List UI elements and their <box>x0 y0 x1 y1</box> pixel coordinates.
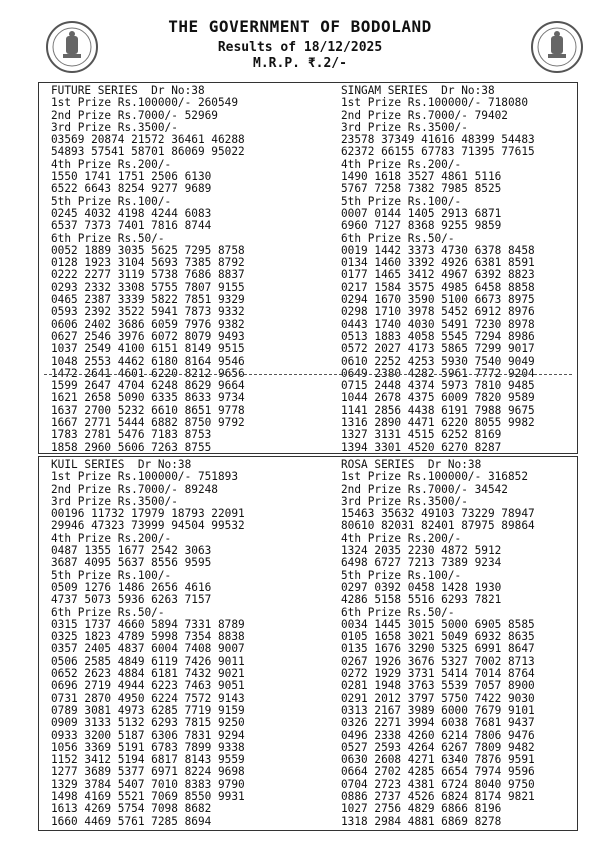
fifth-prize-label: 5th Prize Rs.100/- <box>341 194 462 208</box>
sixth-prize-numbers: 0572 2027 4173 5865 7299 9017 <box>341 342 535 356</box>
sixth-prize-numbers: 0313 2167 3989 6000 7679 9101 <box>341 703 535 717</box>
future-series-block <box>51 85 245 454</box>
sixth-prize-numbers: 0315 1737 4660 5894 7331 8789 <box>51 617 245 631</box>
sixth-prize-numbers: 0443 1740 4030 5491 7230 8978 <box>341 317 535 331</box>
government-seal-icon <box>530 20 584 74</box>
sixth-prize-numbers: 0715 2448 4374 5973 7810 9485 <box>341 379 535 393</box>
fourth-prize-numbers: 0487 1355 1677 2542 3063 <box>51 544 212 558</box>
sixth-prize-numbers: 0664 2702 4285 6654 7974 9596 <box>341 765 535 779</box>
sixth-prize-numbers: 1498 4169 5521 7069 8550 9931 <box>51 790 245 804</box>
sixth-prize-numbers: 1318 2984 4881 6869 8278 <box>341 814 502 828</box>
fourth-prize-label: 4th Prize Rs.200/- <box>51 531 172 545</box>
sixth-prize-numbers: 0222 2277 3119 5738 7686 8837 <box>51 268 245 282</box>
sixth-prize-numbers: 1327 3131 4515 6252 8169 <box>341 428 502 442</box>
rosa-series-block <box>341 459 535 828</box>
sixth-prize-numbers: 0326 2271 3994 6038 7681 9437 <box>341 716 535 730</box>
first-prize: 1st Prize Rs.100000/- 316852 <box>341 470 529 484</box>
fourth-prize-label: 4th Prize Rs.200/- <box>341 531 462 545</box>
first-prize: 1st Prize Rs.100000/- 718080 <box>341 96 529 110</box>
fourth-prize-numbers: 5767 7258 7382 7985 8525 <box>341 182 502 196</box>
sixth-prize-numbers: 0272 1929 3731 5414 7014 8764 <box>341 667 535 681</box>
fourth-prize-numbers: 6498 6727 7213 7389 9234 <box>341 556 502 570</box>
page-title: THE GOVERNMENT OF BODOLAND <box>168 17 432 36</box>
sixth-prize-numbers: 1277 3689 5377 6971 8224 9698 <box>51 765 245 779</box>
sixth-prize-numbers: 1637 2700 5232 6610 8651 9778 <box>51 403 245 417</box>
third-prize-numbers: 03569 20874 21572 36461 46288 <box>51 133 245 147</box>
sixth-prize-numbers: 0128 1923 3104 5693 7385 8792 <box>51 256 245 270</box>
sixth-prize-numbers: 0177 1465 3412 4967 6392 8823 <box>341 268 535 282</box>
fifth-prize-numbers: 4286 5158 5516 6293 7821 <box>341 593 502 607</box>
sixth-prize-numbers: 0357 2405 4837 6004 7408 9007 <box>51 642 245 656</box>
first-prize: 1st Prize Rs.100000/- 751893 <box>51 470 239 484</box>
third-prize-numbers: 15463 35632 49103 73229 78947 <box>341 507 535 521</box>
third-prize-numbers: 00196 11732 17979 18793 22091 <box>51 507 245 521</box>
fifth-prize-numbers: 6537 7373 7401 7816 8744 <box>51 219 212 233</box>
sixth-prize-numbers: 0513 1883 4058 5545 7294 8986 <box>341 329 535 343</box>
section-divider <box>44 374 572 375</box>
third-prize-label: 3rd Prize Rs.3500/- <box>341 120 468 134</box>
series-title: FUTURE SERIES Dr No:38 <box>51 84 205 97</box>
kuil-series-block <box>51 459 245 828</box>
sixth-prize-numbers: 1394 3301 4520 6270 8287 <box>341 440 502 454</box>
sixth-prize-numbers: 1056 3369 5191 6783 7899 9338 <box>51 740 245 754</box>
sixth-prize-label: 6th Prize Rs.50/- <box>341 231 455 245</box>
sixth-prize-numbers: 1329 3784 5407 7010 8383 9790 <box>51 777 245 791</box>
sixth-prize-numbers: 0325 1823 4789 5998 7354 8838 <box>51 630 245 644</box>
results-panel-bottom <box>38 456 578 831</box>
sixth-prize-numbers: 0704 2723 4381 6724 8040 9750 <box>341 777 535 791</box>
third-prize-label: 3rd Prize Rs.3500/- <box>341 494 468 508</box>
sixth-prize-numbers: 0649 2380 4282 5961 7772 9204 <box>341 366 535 380</box>
sixth-prize-numbers: 1472 2641 4601 6220 8212 9656 <box>51 366 245 380</box>
sixth-prize-numbers: 0527 2593 4264 6267 7809 9482 <box>341 740 535 754</box>
results-panel-top <box>38 82 578 454</box>
sixth-prize-numbers: 0593 2392 3522 5941 7873 9332 <box>51 305 245 319</box>
fifth-prize-numbers: 6960 7127 8368 9255 9859 <box>341 219 502 233</box>
second-prize: 2nd Prize Rs.7000/- 89248 <box>51 482 218 496</box>
sixth-prize-numbers: 0731 2870 4950 6224 7572 9143 <box>51 691 245 705</box>
third-prize-label: 3rd Prize Rs.3500/- <box>51 120 178 134</box>
sixth-prize-numbers: 0293 2332 3308 5755 7807 9155 <box>51 280 245 294</box>
fourth-prize-numbers: 1324 2035 2230 4872 5912 <box>341 544 502 558</box>
series-title: KUIL SERIES Dr No:38 <box>51 458 192 471</box>
sixth-prize-numbers: 0933 3200 5187 6306 7831 9294 <box>51 728 245 742</box>
sixth-prize-numbers: 1027 2756 4829 6866 8196 <box>341 802 502 816</box>
results-date: Results of 18/12/2025 <box>217 40 383 55</box>
fifth-prize-label: 5th Prize Rs.100/- <box>51 194 172 208</box>
sixth-prize-numbers: 0294 1670 3590 5100 6673 8975 <box>341 293 535 307</box>
fifth-prize-label: 5th Prize Rs.100/- <box>51 568 172 582</box>
sixth-prize-numbers: 0052 1889 3035 5625 7295 8758 <box>51 243 245 257</box>
sixth-prize-numbers: 1316 2890 4471 6220 8055 9982 <box>341 416 535 430</box>
fifth-prize-label: 5th Prize Rs.100/- <box>341 568 462 582</box>
fifth-prize-numbers: 0007 0144 1405 2913 6871 <box>341 206 502 220</box>
first-prize: 1st Prize Rs.100000/- 260549 <box>51 96 239 110</box>
sixth-prize-numbers: 0630 2608 4271 6340 7876 9591 <box>341 753 535 767</box>
sixth-prize-numbers: 0134 1460 3392 4926 6381 8591 <box>341 256 535 270</box>
mrp-price: M.R.P. ₹.2/- <box>253 56 347 71</box>
sixth-prize-numbers: 0652 2623 4884 6181 7432 9021 <box>51 667 245 681</box>
sixth-prize-numbers: 1044 2678 4375 6009 7820 9589 <box>341 391 535 405</box>
sixth-prize-numbers: 1037 2549 4100 6151 8149 9515 <box>51 342 245 356</box>
sixth-prize-numbers: 1141 2856 4438 6191 7988 9675 <box>341 403 535 417</box>
fourth-prize-numbers: 1490 1618 3527 4861 5116 <box>341 170 502 184</box>
second-prize: 2nd Prize Rs.7000/- 52969 <box>51 108 218 122</box>
fourth-prize-numbers: 3687 4095 5637 8556 9595 <box>51 556 212 570</box>
third-prize-numbers: 62372 66155 67783 71395 77615 <box>341 145 535 159</box>
sixth-prize-numbers: 0886 2737 4526 6824 8174 9821 <box>341 790 535 804</box>
third-prize-numbers: 23578 37349 41616 48399 54483 <box>341 133 535 147</box>
series-title: ROSA SERIES Dr No:38 <box>341 458 482 471</box>
sixth-prize-numbers: 0506 2585 4849 6119 7426 9011 <box>51 654 245 668</box>
sixth-prize-numbers: 1858 2960 5606 7263 8755 <box>51 440 212 454</box>
sixth-prize-numbers: 0465 2387 3339 5822 7851 9329 <box>51 293 245 307</box>
sixth-prize-numbers: 0696 2719 4944 6223 7463 9051 <box>51 679 245 693</box>
fourth-prize-numbers: 6522 6643 8254 9277 9689 <box>51 182 212 196</box>
sixth-prize-numbers: 1783 2781 5476 7183 8753 <box>51 428 212 442</box>
series-title: SINGAM SERIES Dr No:38 <box>341 84 495 97</box>
sixth-prize-numbers: 0291 2012 3797 5750 7422 9030 <box>341 691 535 705</box>
sixth-prize-numbers: 0105 1658 3021 5049 6932 8635 <box>341 630 535 644</box>
fifth-prize-numbers: 0297 0392 0458 1428 1930 <box>341 580 502 594</box>
sixth-prize-numbers: 1152 3412 5194 6817 8143 9559 <box>51 753 245 767</box>
fourth-prize-label: 4th Prize Rs.200/- <box>341 157 462 171</box>
sixth-prize-numbers: 0909 3133 5132 6293 7815 9250 <box>51 716 245 730</box>
sixth-prize-numbers: 0217 1584 3575 4985 6458 8858 <box>341 280 535 294</box>
sixth-prize-numbers: 0496 2338 4260 6214 7806 9476 <box>341 728 535 742</box>
sixth-prize-numbers: 1667 2771 5444 6882 8750 9792 <box>51 416 245 430</box>
sixth-prize-numbers: 0267 1926 3676 5327 7002 8713 <box>341 654 535 668</box>
fourth-prize-label: 4th Prize Rs.200/- <box>51 157 172 171</box>
sixth-prize-numbers: 0298 1710 3978 5452 6912 8976 <box>341 305 535 319</box>
sixth-prize-numbers: 1048 2553 4462 6180 8164 9546 <box>51 354 245 368</box>
sixth-prize-numbers: 1660 4469 5761 7285 8694 <box>51 814 212 828</box>
second-prize: 2nd Prize Rs.7000/- 79402 <box>341 108 508 122</box>
sixth-prize-numbers: 0606 2402 3686 6059 7976 9382 <box>51 317 245 331</box>
header <box>0 0 600 82</box>
singam-series-block <box>341 85 535 454</box>
sixth-prize-label: 6th Prize Rs.50/- <box>51 231 165 245</box>
third-prize-numbers: 29946 47323 73999 94504 99532 <box>51 519 245 533</box>
second-prize: 2nd Prize Rs.7000/- 34542 <box>341 482 508 496</box>
sixth-prize-label: 6th Prize Rs.50/- <box>51 605 165 619</box>
sixth-prize-numbers: 0135 1676 3290 5325 6991 8647 <box>341 642 535 656</box>
sixth-prize-numbers: 0627 2546 3976 6072 8079 9493 <box>51 329 245 343</box>
sixth-prize-numbers: 1613 4269 5754 7098 8682 <box>51 802 212 816</box>
third-prize-numbers: 80610 82031 82401 87975 89864 <box>341 519 535 533</box>
sixth-prize-numbers: 1621 2658 5090 6335 8633 9734 <box>51 391 245 405</box>
sixth-prize-numbers: 0610 2252 4253 5930 7540 9049 <box>341 354 535 368</box>
sixth-prize-numbers: 0789 3081 4973 6285 7719 9159 <box>51 703 245 717</box>
fifth-prize-numbers: 4737 5073 5936 6263 7157 <box>51 593 212 607</box>
third-prize-numbers: 54893 57541 58701 86069 95022 <box>51 145 245 159</box>
sixth-prize-numbers: 0281 1948 3763 5539 7057 8900 <box>341 679 535 693</box>
third-prize-label: 3rd Prize Rs.3500/- <box>51 494 178 508</box>
fifth-prize-numbers: 0245 4032 4198 4244 6083 <box>51 206 212 220</box>
fifth-prize-numbers: 0509 1276 1486 2656 4616 <box>51 580 212 594</box>
sixth-prize-numbers: 1599 2647 4704 6248 8629 9664 <box>51 379 245 393</box>
sixth-prize-label: 6th Prize Rs.50/- <box>341 605 455 619</box>
sixth-prize-numbers: 0034 1445 3015 5000 6905 8585 <box>341 617 535 631</box>
fourth-prize-numbers: 1550 1741 1751 2506 6130 <box>51 170 212 184</box>
sixth-prize-numbers: 0019 1442 3373 4730 6378 8458 <box>341 243 535 257</box>
